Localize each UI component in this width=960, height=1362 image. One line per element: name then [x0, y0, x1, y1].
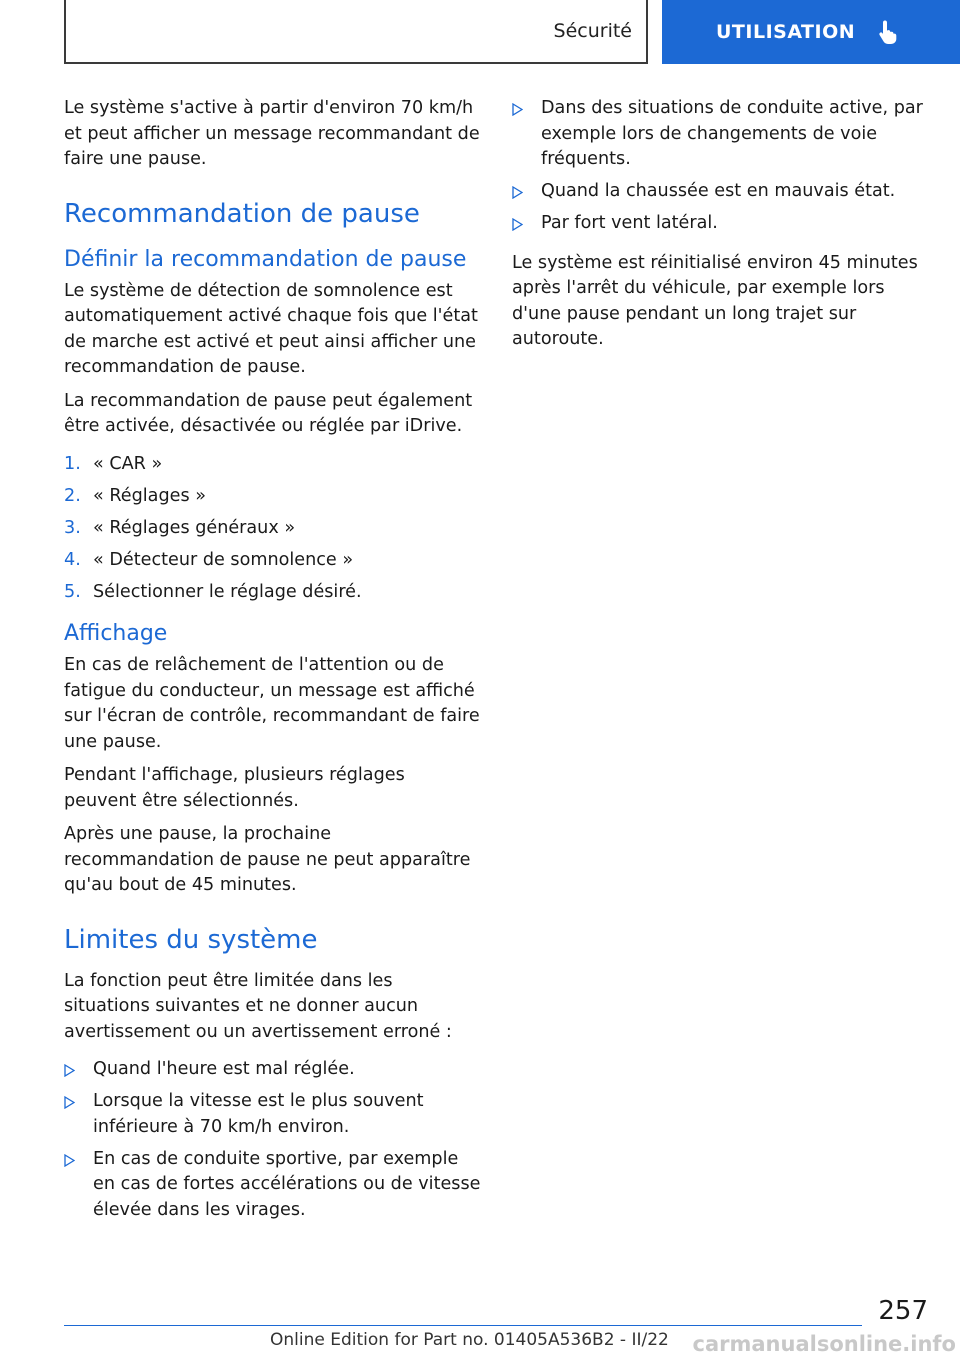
pointing-hand-icon	[877, 19, 901, 45]
paragraph-affichage-2: Pendant l'affichage, plusieurs réglages peuvent être sélectionnés.	[64, 765, 405, 811]
triangle-bullet-icon	[64, 1057, 93, 1083]
triangle-bullet-icon	[512, 179, 541, 205]
list-item-text: Par fort vent latéral.	[541, 213, 718, 233]
step-text: « CAR »	[93, 453, 163, 474]
step-number: 4.	[64, 549, 81, 570]
paragraph-reset: Le système est réinitialisé environ 45 minutes après l'arrêt du véhicule, par exemple lors d'une pause pendant un long trajet sur autoroute.	[512, 252, 918, 349]
step-text: « Réglages »	[93, 485, 206, 506]
step-number: 2.	[64, 485, 81, 506]
step-text: « Détecteur de somnolence »	[93, 549, 354, 570]
step-item	[64, 452, 482, 478]
triangle-bullet-icon	[64, 1089, 93, 1140]
watermark: carmanualsonline.info	[692, 1332, 956, 1356]
heading-definir: Définir la recommandation de pause	[64, 246, 467, 272]
paragraph-definir-2: La recommandation de pause peut également être activée, désactivée ou réglée par iDrive.	[64, 390, 473, 436]
paragraph-definir-1: Le système de détection de somnolence est automatiquement activé chaque fois que l'état de marche est activé et peut ainsi afficher une recommandation de pause.	[64, 280, 478, 377]
limits-list-right	[512, 96, 928, 237]
triangle-bullet-icon	[512, 96, 541, 173]
step-item	[64, 548, 482, 574]
step-number: 5.	[64, 581, 81, 602]
step-number: 1.	[64, 453, 81, 474]
list-item	[64, 1147, 482, 1224]
list-item	[512, 96, 928, 173]
step-item	[64, 580, 482, 606]
list-item	[64, 1089, 482, 1140]
intro-paragraph: Le système s'active à partir d'environ 70 km/h et peut afficher un message recommandant de faire une pause.	[64, 98, 480, 169]
list-item	[64, 1057, 482, 1083]
paragraph-affichage-3: Après une pause, la prochaine recommandation de pause ne peut apparaître qu'au bout de 45 minutes.	[64, 824, 471, 895]
list-item-text: Quand la chaussée est en mauvais état.	[541, 181, 896, 201]
header-chapter-label: UTILISATION	[716, 21, 856, 43]
list-item-text: Dans des situations de conduite active, par exemple lors de changements de voie fréquents.	[541, 98, 923, 169]
right-column	[512, 96, 928, 361]
heading-affichage: Affichage	[64, 621, 168, 646]
list-item	[512, 211, 928, 237]
step-text: « Réglages généraux »	[93, 517, 296, 538]
list-item-text: Quand l'heure est mal réglée.	[93, 1059, 355, 1079]
paragraph-limites: La fonction peut être limitée dans les situations suivantes et ne donner aucun avertissement ou un avertissement erroné :	[64, 970, 452, 1042]
list-item-text: Lorsque la vitesse est le plus souvent inférieure à 70 km/h environ.	[93, 1091, 424, 1137]
step-number: 3.	[64, 517, 81, 538]
step-item	[64, 516, 482, 542]
step-text: Sélectionner le réglage désiré.	[93, 581, 362, 602]
heading-recommandation: Recommandation de pause	[64, 198, 420, 229]
footer-edition: Online Edition for Part no. 01405A536B2 - II/22	[270, 1330, 669, 1350]
header-section-title: Sécurité	[64, 0, 648, 64]
triangle-bullet-icon	[64, 1147, 93, 1224]
footer-divider	[64, 1325, 862, 1326]
page-number: 257	[878, 1296, 928, 1326]
steps-list	[64, 452, 482, 606]
triangle-bullet-icon	[512, 211, 541, 237]
heading-limites: Limites du système	[64, 924, 318, 955]
step-item	[64, 484, 482, 510]
list-item	[512, 179, 928, 205]
header-chapter[interactable]	[662, 0, 960, 64]
paragraph-affichage-1: En cas de relâchement de l'attention ou de fatigue du conducteur, un message est affiché sur l'écran de contrôle, recommandant de faire une pause.	[64, 655, 480, 752]
left-column	[64, 96, 482, 1237]
limits-list-left	[64, 1057, 482, 1223]
list-item-text: En cas de conduite sportive, par exemple en cas de fortes accélérations ou de vitesse élevée dans les virages.	[93, 1148, 481, 1220]
